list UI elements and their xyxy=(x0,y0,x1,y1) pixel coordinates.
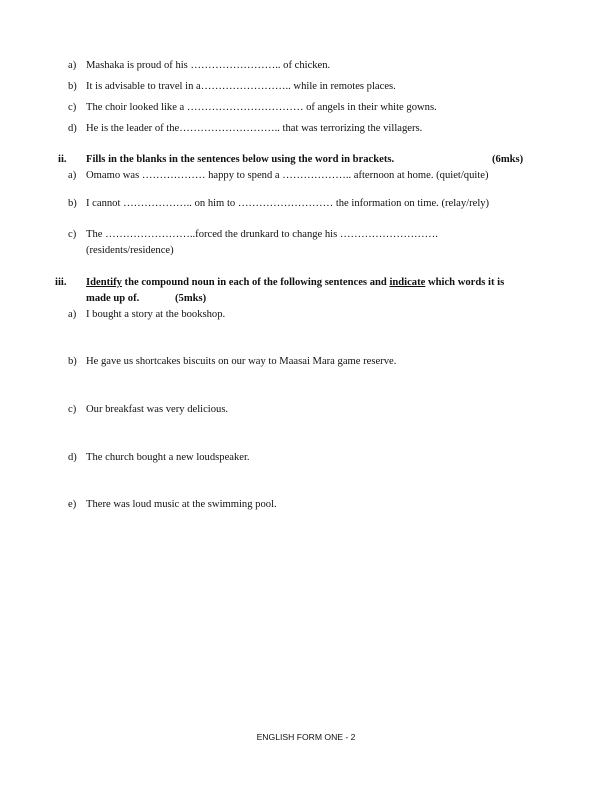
question-text: The choir looked like a …………………………… of angels in their white gowns. xyxy=(86,102,437,113)
item-label: c) xyxy=(68,102,77,113)
question-text: There was loud music at the swimming pool. xyxy=(86,499,277,510)
item-label: a) xyxy=(68,309,77,320)
question-text: He gave us shortcakes biscuits on our way to Maasai Mara game reserve. xyxy=(86,356,397,367)
section-instruction-line2: made up of. xyxy=(86,293,140,304)
section-instruction xyxy=(86,276,504,289)
instruction-middle: the compound noun in each of the following sentences and xyxy=(121,277,390,288)
marks-label: (5mks) xyxy=(175,293,207,304)
section-numeral: iii. xyxy=(55,277,67,288)
question-text-continuation: (residents/residence) xyxy=(86,245,174,256)
question-text: He is the leader of the……………………….. that was terrorizing the villagers. xyxy=(86,123,423,134)
question-text: I cannot ……………….. on him to ……………………… the information on time. (relay/rely) xyxy=(86,198,490,209)
item-label: c) xyxy=(68,404,77,415)
question-text: It is advisable to travel in a…………………….. while in remotes places. xyxy=(86,81,396,92)
item-label: d) xyxy=(68,452,77,463)
question-text: I bought a story at the bookshop. xyxy=(86,309,226,320)
item-label: b) xyxy=(68,198,77,209)
question-text: The ……………………..forced the drunkard to change his ………………………. xyxy=(86,229,438,240)
item-label: b) xyxy=(68,356,77,367)
item-label: e) xyxy=(68,499,77,510)
question-text: Mashaka is proud of his …………………….. of chicken. xyxy=(86,60,331,71)
section-numeral: ii. xyxy=(58,154,67,165)
section-instruction: Fills in the blanks in the sentences below using the word in brackets. xyxy=(86,154,395,165)
instruction-end: which words it is xyxy=(425,277,505,288)
question-text: Our breakfast was very delicious. xyxy=(86,404,229,415)
page-footer: ENGLISH FORM ONE - 2 xyxy=(256,732,356,742)
item-label: a) xyxy=(68,60,77,71)
item-label: a) xyxy=(68,170,77,181)
item-label: b) xyxy=(68,81,77,92)
item-label: c) xyxy=(68,229,77,240)
keyword-identify: Identify xyxy=(86,277,122,288)
question-text: Omamo was ……………… happy to spend a ……………….. afternoon at home. (quiet/quite) xyxy=(86,170,489,181)
keyword-indicate: indicate xyxy=(389,277,426,288)
question-text: The church bought a new loudspeaker. xyxy=(86,452,250,463)
item-label: d) xyxy=(68,123,77,134)
marks-label: (6mks) xyxy=(492,154,524,165)
